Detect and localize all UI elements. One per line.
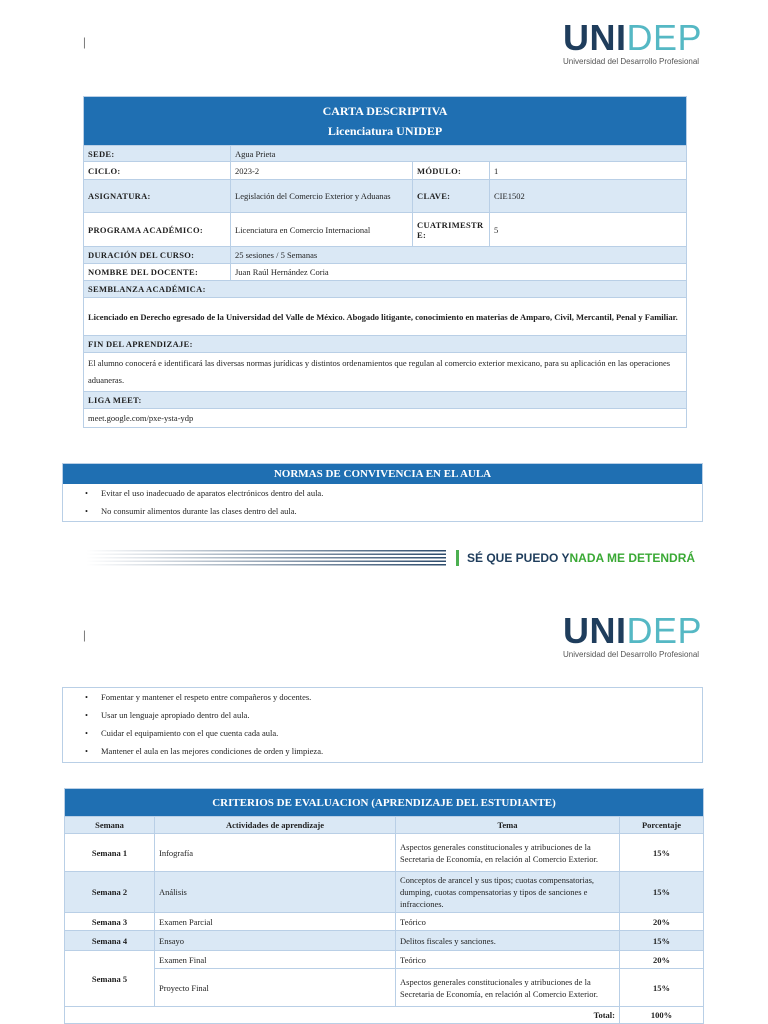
logo-subtitle: Universidad del Desarrollo Profesional [563,57,700,66]
decorative-stripes [86,549,446,568]
liga-label: LIGA MEET: [84,392,687,409]
slogan-part2: NADA ME DETENDRÁ [569,551,696,565]
cuatrimestre-label: CUATRIMESTRE: [413,213,490,247]
cell-tema: Aspectos generales constitucionales y atribuciones de la Secretaria de Economía, en relación al Comercio Exterior. [396,969,620,1007]
cell-porcentaje: 15% [620,931,704,951]
carta-subtitle: Licenciatura UNIDEP [327,124,443,138]
table-row [65,872,704,913]
normas-item: • Mantener el aula en las mejores condiciones de orden y limpieza. [63,742,702,760]
cell-actividad: Proyecto Final [155,969,396,1007]
cell-porcentaje: 20% [620,913,704,931]
liga-value[interactable]: meet.google.com/pxe-ysta-ydp [84,409,687,428]
normas-item: • Cuidar el equipamiento con el que cuenta cada aula. [63,724,702,742]
fin-label: FIN DEL APRENDIZAJE: [84,336,687,353]
col-header-semana: Semana [65,817,155,834]
clave-value: CIE1502 [490,180,687,213]
cell-tema: Teórico [396,951,620,969]
normas-item: • Evitar el uso inadecuado de aparatos electrónicos dentro del aula. [63,484,702,502]
asignatura-value: Legislación del Comercio Exterior y Aduanas [231,180,413,213]
cell-actividad: Examen Parcial [155,913,396,931]
table-row [65,969,704,1007]
cell-actividad: Análisis [155,872,396,913]
logo-uni: UNI [563,610,627,651]
cell-porcentaje: 20% [620,951,704,969]
cell-tema: Teórico [396,913,620,931]
slogan [456,550,695,566]
sede-label: SEDE: [84,146,231,162]
ciclo-value: 2023-2 [231,162,413,180]
normas-item: • No consumir alimentos durante las clases dentro del aula. [63,502,702,520]
table-row [65,913,704,931]
table-row [65,931,704,951]
asignatura-label: ASIGNATURA: [84,180,231,213]
modulo-value: 1 [490,162,687,180]
col-header-tema: Tema [396,817,620,834]
cell-porcentaje: 15% [620,872,704,913]
carta-header [84,97,687,146]
carta-title: CARTA DESCRIPTIVA [322,104,448,118]
cell-actividad: Examen Final [155,951,396,969]
cell-actividad: Ensayo [155,931,396,951]
semblanza-label: SEMBLANZA ACADÉMICA: [84,281,687,298]
duracion-label: DURACIÓN DEL CURSO: [84,247,231,264]
logo-subtitle: Universidad del Desarrollo Profesional [563,650,700,659]
clave-label: CLAVE: [413,180,490,213]
ciclo-label: CICLO: [84,162,231,180]
unidep-logo [563,17,703,66]
cell-semana: Semana 3 [65,913,155,931]
cell-porcentaje: 15% [620,834,704,872]
slogan-part1: SÉ QUE PUEDO Y [467,551,570,565]
col-header-actividades: Actividades de aprendizaje [155,817,396,834]
modulo-label: MÓDULO: [413,162,490,180]
cell-semana: Semana 1 [65,834,155,872]
cell-semana: Semana 2 [65,872,155,913]
carta-descriptiva-table [83,96,687,428]
logo-dep: DEP [626,610,703,651]
docente-label: NOMBRE DEL DOCENTE: [84,264,231,281]
sede-value: Agua Prieta [231,146,687,162]
cell-tema: Delitos fiscales y sanciones. [396,931,620,951]
total-row [65,1007,704,1024]
unidep-logo [563,610,703,659]
normas-box [62,463,703,522]
duracion-value: 25 sesiones / 5 Semanas [231,247,687,264]
criterios-title: CRITERIOS DE EVALUACION (APRENDIZAJE DEL ESTUDIANTE) [65,789,704,817]
table-row [65,951,704,969]
col-header-porcentaje: Porcentaje [620,817,704,834]
text-cursor-mark: | [83,34,86,49]
cell-porcentaje: 15% [620,969,704,1007]
normas-item: • Usar un lenguaje apropiado dentro del aula. [63,706,702,724]
criterios-table [64,788,704,1024]
total-label: Total: [65,1007,620,1024]
programa-label: PROGRAMA ACADÉMICO: [84,213,231,247]
logo-uni: UNI [563,17,627,58]
total-value: 100% [620,1007,704,1024]
cuatrimestre-value: 5 [490,213,687,247]
cell-actividad: Infografía [155,834,396,872]
programa-value: Licenciatura en Comercio Internacional [231,213,413,247]
slogan-separator [456,550,459,566]
text-cursor-mark: | [83,627,86,642]
normas-title: NORMAS DE CONVIVENCIA EN EL AULA [63,464,702,484]
normas-continuation-box [62,687,703,763]
table-row [65,834,704,872]
logo-dep: DEP [626,17,703,58]
fin-value: El alumno conocerá e identificará las diversas normas jurídicas y distintos ordenamientos que regulan al comercio exterior mexicano, para su aplicación en las operaciones aduaneras. [84,353,687,392]
cell-tema: Aspectos generales constitucionales y atribuciones de la Secretaria de Economía, en relación al Comercio Exterior. [396,834,620,872]
cell-semana: Semana 4 [65,931,155,951]
semblanza-value: Licenciado en Derecho egresado de la Universidad del Valle de México. Abogado litigante, conocimiento en materias de Amparo, Civil, Mercantil, Penal y Familiar. [84,298,687,336]
normas-item: • Fomentar y mantener el respeto entre compañeros y docentes. [63,688,702,706]
cell-semana: Semana 5 [65,951,155,1007]
cell-tema: Conceptos de arancel y sus tipos; cuotas compensatorias, dumping, cuotas compensatorias y tipos de sanciones e infracciones. [396,872,620,913]
docente-value: Juan Raúl Hernández Coria [231,264,687,281]
